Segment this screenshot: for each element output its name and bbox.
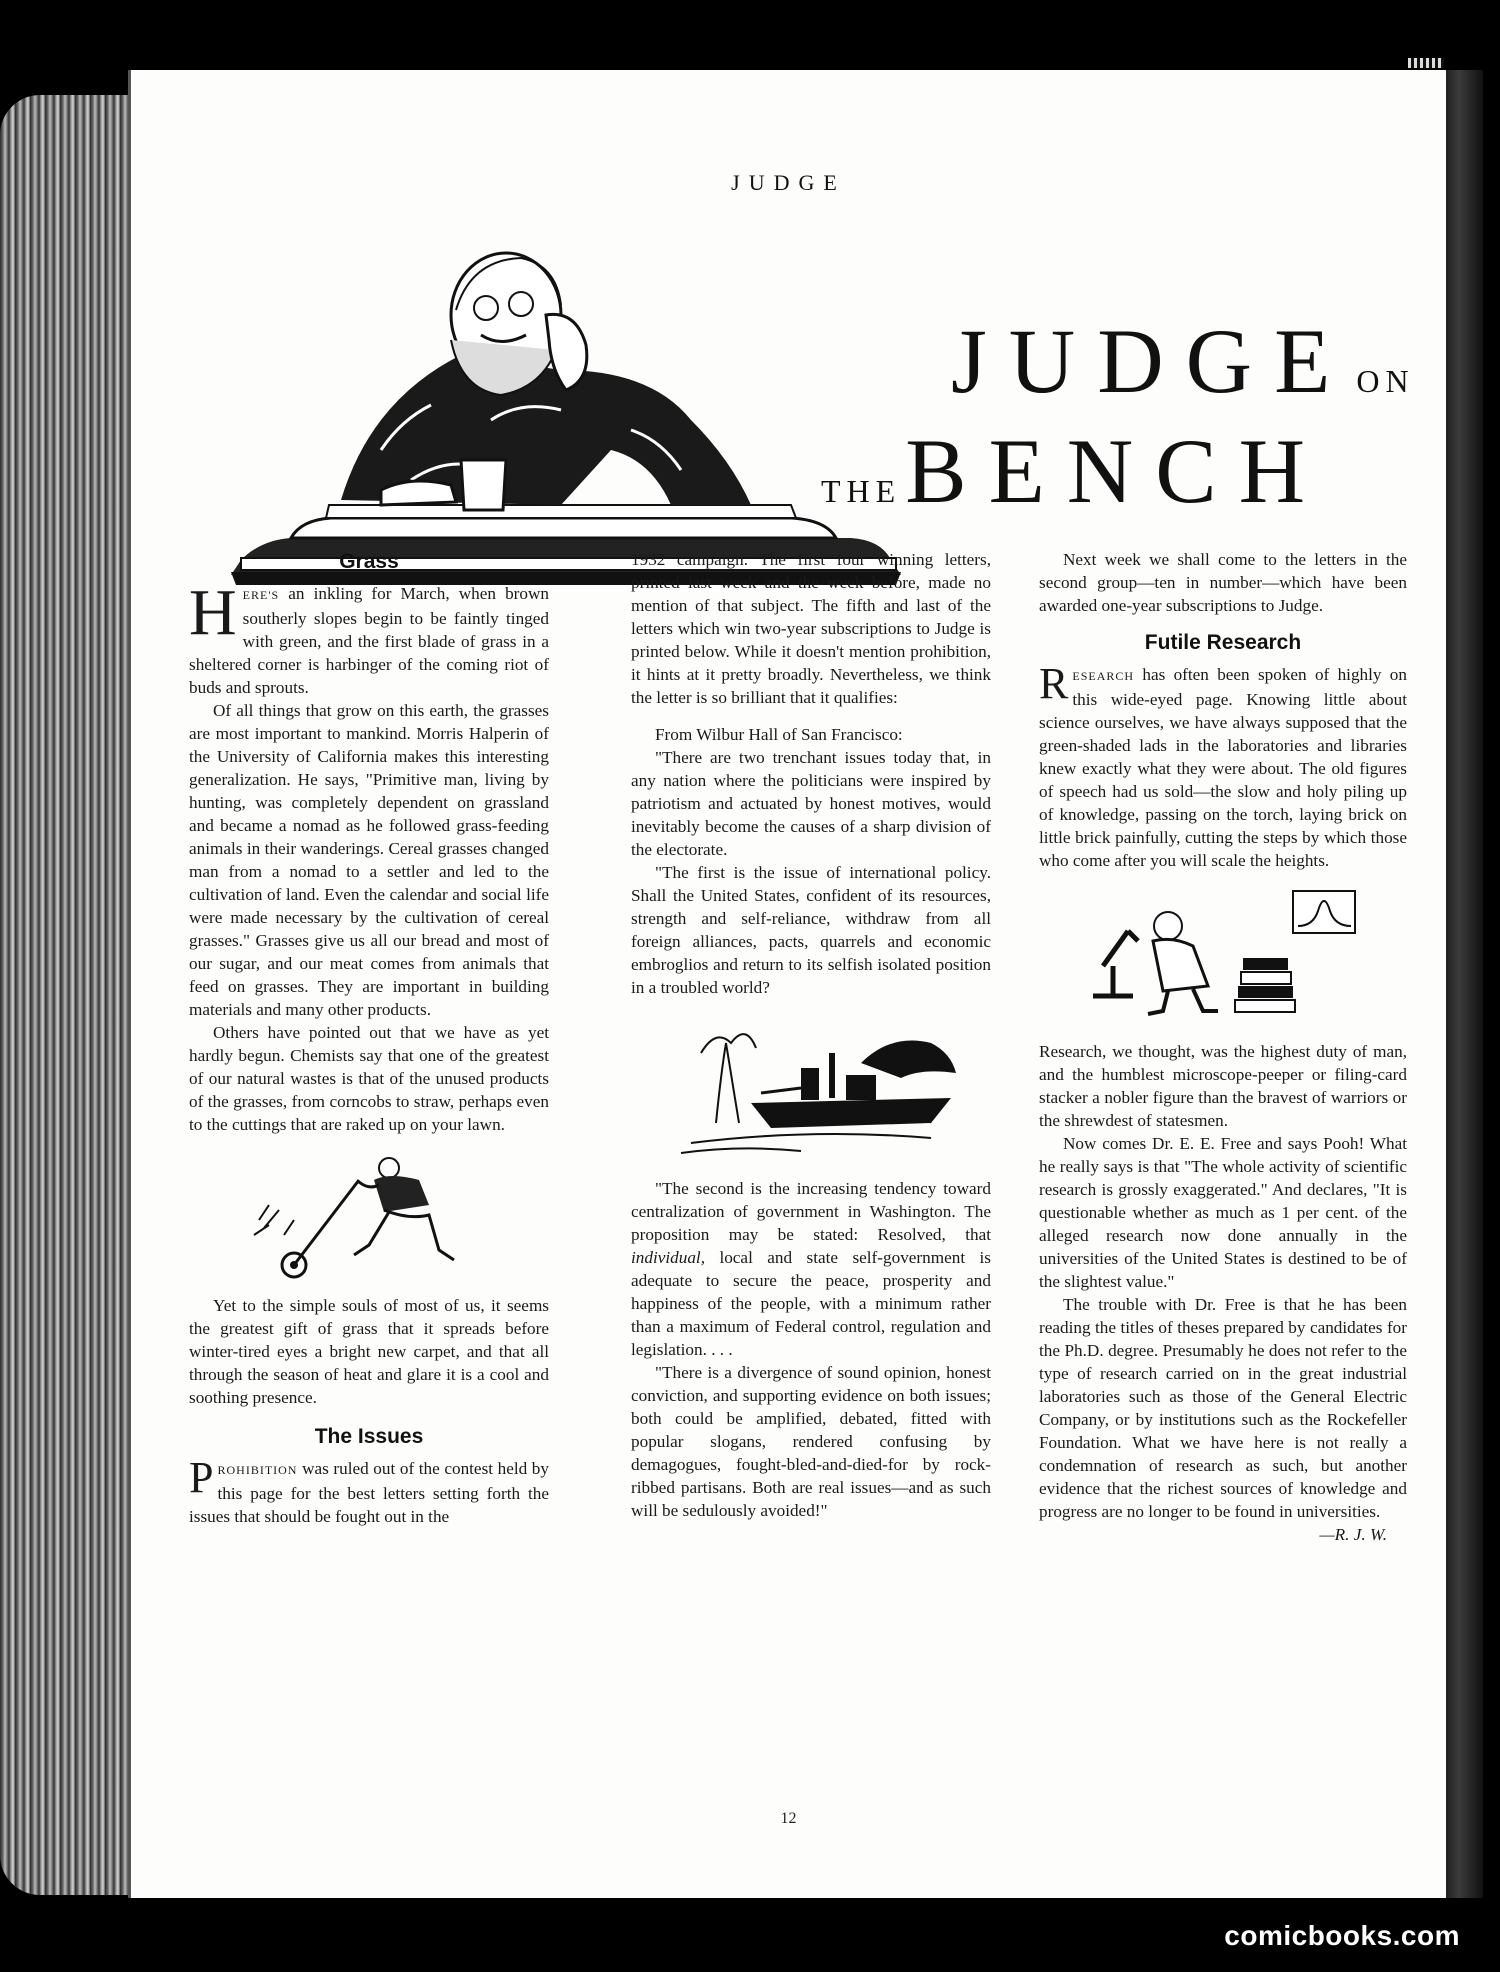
grass-paragraph-1-text: an inkling for March, when brown southerly slopes begin to be faintly tinged with green, and the first blade of grass in a sheltered corner is harbinger of the coming riot of buds and sprouts. <box>189 584 549 697</box>
signature: —R. J. W. <box>1319 1525 1387 1544</box>
title-word-judge: JUDGE <box>951 310 1353 412</box>
issues-heading: The Issues <box>314 1425 424 1448</box>
book-page-edges <box>0 95 135 1895</box>
issues-paragraph-1 <box>189 1453 549 1528</box>
grass-paragraph-3: Others have pointed out that we have as yet hardly begun. Chemists say that one of the greatest of our natural wastes is that of the unused products of the grasses, from corncobs to straw, perhaps even to the cuttings that are raked up on your lawn. <box>189 1023 549 1134</box>
watermark: comicbooks.com <box>1224 1920 1460 1951</box>
title-word-the: THE <box>821 473 902 509</box>
magazine-page <box>128 70 1446 1898</box>
futile-paragraph-3: Now comes Dr. E. E. Free and says Pooh! What he really says is that "The whole activity of scientific research is grossly exaggerated." And declares, "It is questionable whether as much as 1 per cent. of the alleged research now done annually in the universities of the United States is destined to be of the slightest value." <box>1039 1134 1407 1291</box>
issues-paragraph-2: 1932 campaign. The first four winning letters, printed last week and the week before, made no mention of that subject. The fifth and last of the letters which win two-year subscriptions to Judge is printed below. While it doesn't mention prohibition, it hints at it pretty broadly. Nevertheless, we think the letter is so brilliant that it qualifies: <box>631 550 991 707</box>
letter-paragraph-3-b: local and state self-government is adequate to secure the peace, prosperity and happiness of the people, with a minimum rather than a maximum of Federal control, regulation and legislation. . . . <box>631 1248 991 1359</box>
letter-paragraph-4: "There is a divergence of sound opinion, honest conviction, and supporting evidence on both issues; both could be amplified, debated, fitted with popular slogans, rendered confusing by demagogues, fought-bled-and-died-for by rock-ribbed partisans. Both are real issues—and as such will be sedulously avoided!" <box>631 1363 991 1520</box>
futile-paragraph-4: The trouble with Dr. Free is that he has been reading the titles of theses prepared by candidates for the Ph.D. degree. Presumably he does not refer to the type of research carried on in the great industrial laboratories such as those of the General Electric Company, or by institutions such as the Rockefeller Foundation. What we have here is not really a condemnation of research as such, but another evidence that the richest sources of knowledge and progress are no longer to be found in universities. <box>1039 1295 1407 1521</box>
letter-paragraph-3-a: "The second is the increasing tendency toward centralization of government in Washington. The proposition may be stated: Resolved, that <box>631 1179 991 1244</box>
battleship-illustration <box>661 1013 961 1163</box>
grass-paragraph-2: Of all things that grow on this earth, the grasses are most important to mankind. Morris Halperin of the University of California makes this interesting generalization. He says, "Primitive man, living by hunting, was completely dependent on grassland and became a nomad as he followed grass-feeding animals in their wanderings. Cereal grasses changed man from a nomad to a settler and led to the cultivation of land. Even the calendar and social life were made necessary by the cultivation of cereal grasses." Grasses give us all our bread and most of our sugar, and our meat comes from animals that feed on grasses. They are important in building materials and many other products. <box>189 701 549 1019</box>
masthead: JUDGE <box>731 170 846 195</box>
grass-heading: Grass <box>339 550 399 573</box>
futile-dropcap: R <box>1039 659 1069 708</box>
letter-attribution: From Wilbur Hall of San Francisco: <box>655 725 903 744</box>
column-1 <box>189 548 549 1528</box>
letter-paragraph-3-emphasis: individual, <box>631 1248 705 1267</box>
grass-paragraph-4: Yet to the simple souls of most of us, it seems the greatest gift of grass that it spreads before winter-tired eyes a bright new carpet, and that all through the season of heat and glare it is a cool and soothing presence. <box>189 1296 549 1407</box>
scientist-microscope-illustration <box>1073 886 1373 1026</box>
futile-paragraph-2: Research, we thought, was the highest duty of man, and the humblest microscope-peeper or filing-card stacker a nobler figure than the bravest of warriors or the shrewdest of statesmen. <box>1039 1042 1407 1130</box>
futile-smallcaps: ESEARCH <box>1072 669 1135 683</box>
futile-paragraph-1 <box>1039 659 1407 872</box>
spine-mark <box>1408 58 1444 68</box>
column-2 <box>631 548 991 1522</box>
futile-paragraph-1-text: has often been spoken of highly on this wide-eyed page. Knowing little about science ourselves, we have always supposed that the green-shaded lads in the laboratories and libraries knew exactly what they were about. The old figures of speech had us sold—the slow and holy piling up of knowledge, passing on the torch, laying brick on little brick painfully, cutting the steps by which those who come after you will scale the heights. <box>1039 665 1407 870</box>
futile-research-heading: Futile Research <box>1144 631 1302 654</box>
grass-dropcap: H <box>189 576 237 649</box>
issues-paragraph-1-text: was ruled out of the contest held by this page for the best letters setting forth the issues that should be fought out in the <box>189 1459 549 1526</box>
issues-dropcap: P <box>189 1453 214 1502</box>
title-word-bench: BENCH <box>905 420 1328 522</box>
letter-paragraph-1: "There are two trenchant issues today that, in any nation where the politicians were inspired by patriotism and actuated by honest motives, would inevitably become the causes of a sharp division of the electorate. <box>631 748 991 859</box>
facing-page-edge <box>1443 70 1483 1898</box>
letter-paragraph-2: "The first is the issue of international policy. Shall the United States, confident of its resources, strength and self-reliance, withdraw from all foreign alliances, pacts, quarrels and economic embroglios and return to its selfish isolated position in a troubled world? <box>631 863 991 997</box>
title-word-on: ON <box>1356 363 1415 399</box>
letter-paragraph-3 <box>631 1177 991 1361</box>
column-3 <box>1039 548 1407 1546</box>
lawnmower-man-illustration <box>239 1150 499 1280</box>
next-week-paragraph: Next week we shall come to the letters in the second group—ten in number—which have been awarded one-year subscriptions to Judge. <box>1039 550 1407 615</box>
judge-illustration <box>231 220 901 590</box>
grass-paragraph-1 <box>189 576 549 699</box>
grass-smallcaps: ERE'S <box>242 588 280 602</box>
page-number: 12 <box>780 1810 797 1827</box>
issues-smallcaps: ROHIBITION <box>217 1463 298 1477</box>
